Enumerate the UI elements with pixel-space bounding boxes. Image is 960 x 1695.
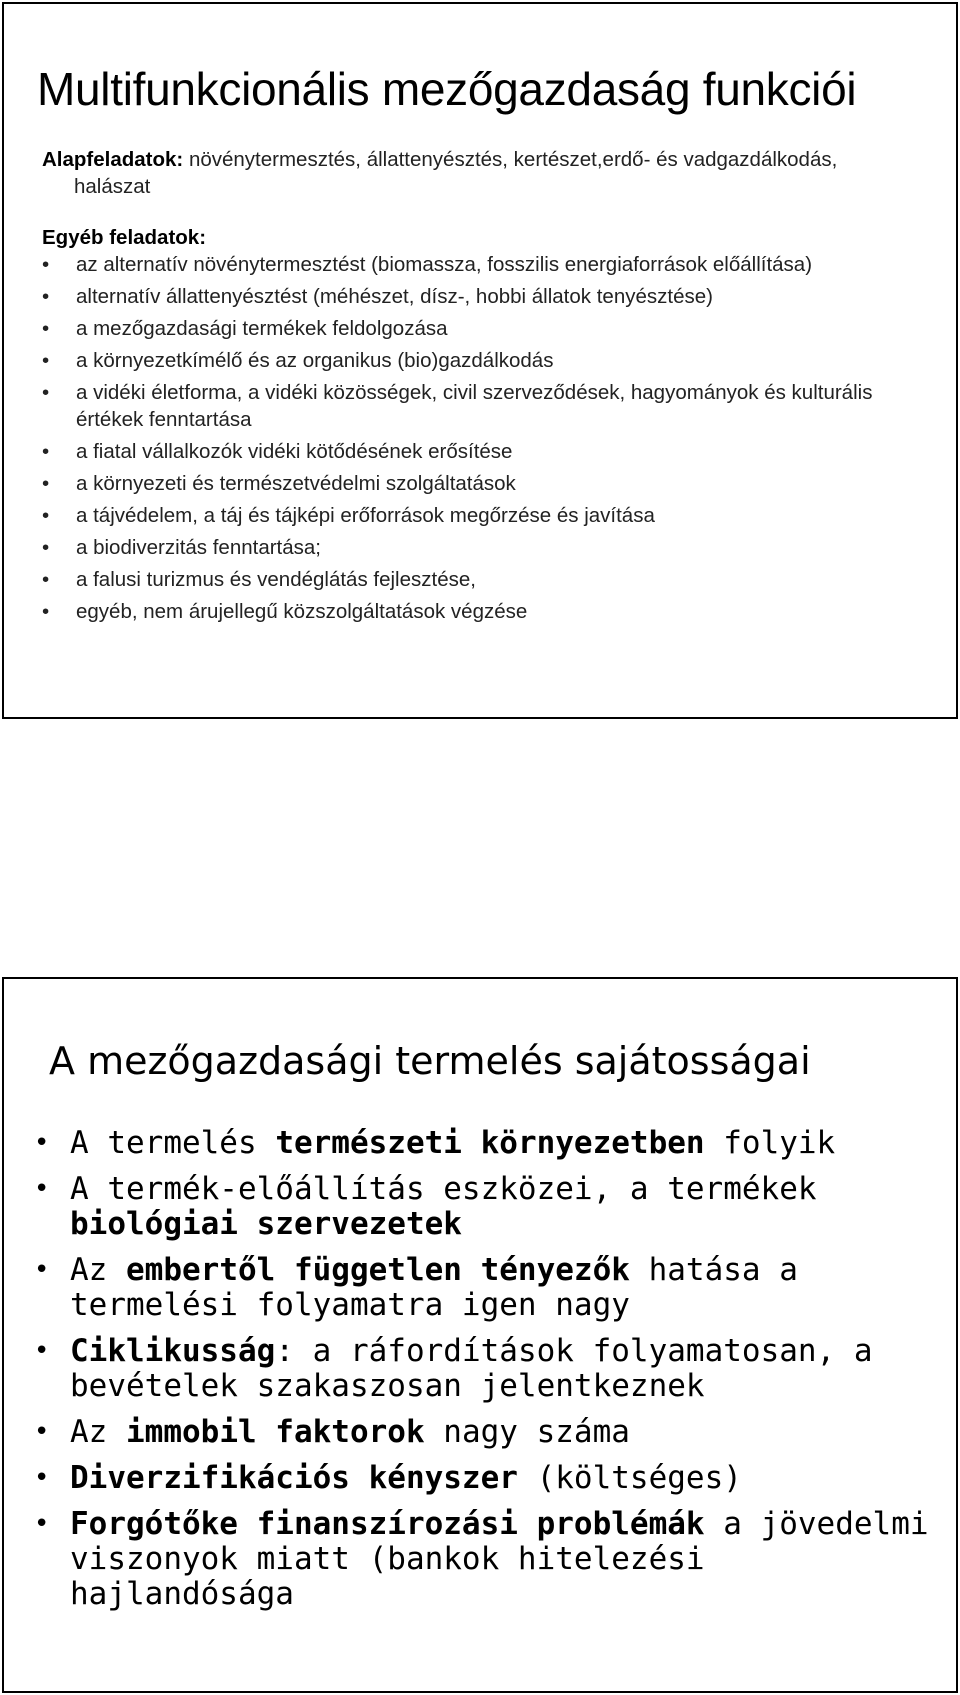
slide-multifunctional-agriculture [2,2,958,719]
list-item [42,470,916,497]
list-item [42,598,916,625]
list-item [42,502,916,529]
list-item-text: Az [70,1414,126,1450]
bullet-icon: • [34,1417,50,1447]
bullet-icon: • [42,317,50,340]
list-item-text: a környezeti és természetvédelmi szolgáltatások [76,472,516,495]
emphasis-text: Ciklikusság [70,1333,276,1369]
emphasis-text: embertől független tényezők [126,1252,630,1288]
list-item-text: A termék-előállítás eszközei, a termékek [70,1171,817,1207]
bullet-icon: • [34,1336,50,1366]
list-item [34,1334,936,1404]
list-item-text: az alternatív növénytermesztést (biomassza, fosszilis energiaforrások előállítása) [76,253,813,276]
list-item-text: Az [70,1252,126,1288]
bullet-icon: • [42,536,50,559]
list-item-text: hatása a termelési folyamatra igen nagy [70,1252,798,1323]
list-item [34,1126,936,1161]
slide-agricultural-production-features [2,977,958,1693]
list-item [34,1507,936,1612]
list-item-text: egyéb, nem árujellegű közszolgáltatások végzése [76,600,528,623]
bullet-icon: • [42,253,50,276]
list-item [42,566,916,593]
emphasis-text: Diverzifikációs kényszer [70,1460,518,1496]
list-item-text: a biodiverzitás fenntartása; [76,536,321,559]
bullet-icon: • [42,440,50,463]
slide-body [42,146,916,630]
list-item [42,438,916,465]
list-item-text: (költséges) [517,1460,742,1496]
bullet-icon: • [42,472,50,495]
list-item-text: : a ráfordítások folyamatosan, a bevételek szakaszosan jelentkeznek [70,1333,873,1404]
list-item [42,534,916,561]
bullet-icon: • [42,568,50,591]
other-tasks-list [42,251,916,625]
slide-title: Multifunkcionális mezőgazdaság funkciói [37,63,857,115]
bullet-icon: • [42,504,50,527]
list-item [42,379,916,433]
basic-tasks-text: növénytermesztés, állattenyésztés, kertészet,erdő- és vadgazdálkodás, halászat [74,148,838,198]
bullet-icon: • [34,1255,50,1285]
other-tasks-heading: Egyéb feladatok: [42,226,207,249]
list-item [42,347,916,374]
list-item-text: folyik [704,1125,836,1161]
bullet-icon: • [34,1174,50,1204]
list-item-text: a mezőgazdasági termékek feldolgozása [76,317,448,340]
list-item-text: a fiatal vállalkozók vidéki kötődésének erősítése [76,440,513,463]
list-item-text: a falusi turizmus és vendéglátás fejlesztése, [76,568,476,591]
list-item-text: a tájvédelem, a táj és tájképi erőforrások megőrzése és javítása [76,504,655,527]
list-item [42,251,916,278]
bullet-icon: • [42,381,50,404]
list-item [34,1415,936,1450]
list-item [34,1172,936,1242]
emphasis-text: természeti környezetben [275,1125,705,1161]
basic-tasks-label: Alapfeladatok: [42,148,184,171]
list-item-text: a jövedelmi viszonyok miatt (bankok hitelezési hajlandósága [70,1506,929,1612]
features-list [34,1126,936,1623]
bullet-icon: • [42,600,50,623]
list-item [42,315,916,342]
list-item-text: a környezetkímélő és az organikus (bio)gazdálkodás [76,349,554,372]
list-item [34,1461,936,1496]
list-item-text: nagy száma [424,1414,630,1450]
list-item [34,1253,936,1323]
bullet-icon: • [34,1509,50,1539]
bullet-icon: • [42,349,50,372]
basic-tasks-paragraph [42,146,916,200]
list-item-text: alternatív állattenyésztést (méhészet, dísz-, hobbi állatok tenyésztése) [76,285,713,308]
emphasis-text: Forgótőke finanszírozási problémák [70,1506,705,1542]
bullet-icon: • [42,285,50,308]
bullet-icon: • [34,1463,50,1493]
list-item-text: a vidéki életforma, a vidéki közösségek, civil szerveződések, hagyományok és kulturális értékek fenntartása [76,381,873,431]
emphasis-text: immobil faktorok [126,1414,425,1450]
bullet-icon: • [34,1128,50,1158]
emphasis-text: biológiai szervezetek [70,1206,462,1242]
list-item-text: A termelés [70,1125,276,1161]
slide-title: A mezőgazdasági termelés sajátosságai [49,1039,811,1083]
list-item [42,283,916,310]
